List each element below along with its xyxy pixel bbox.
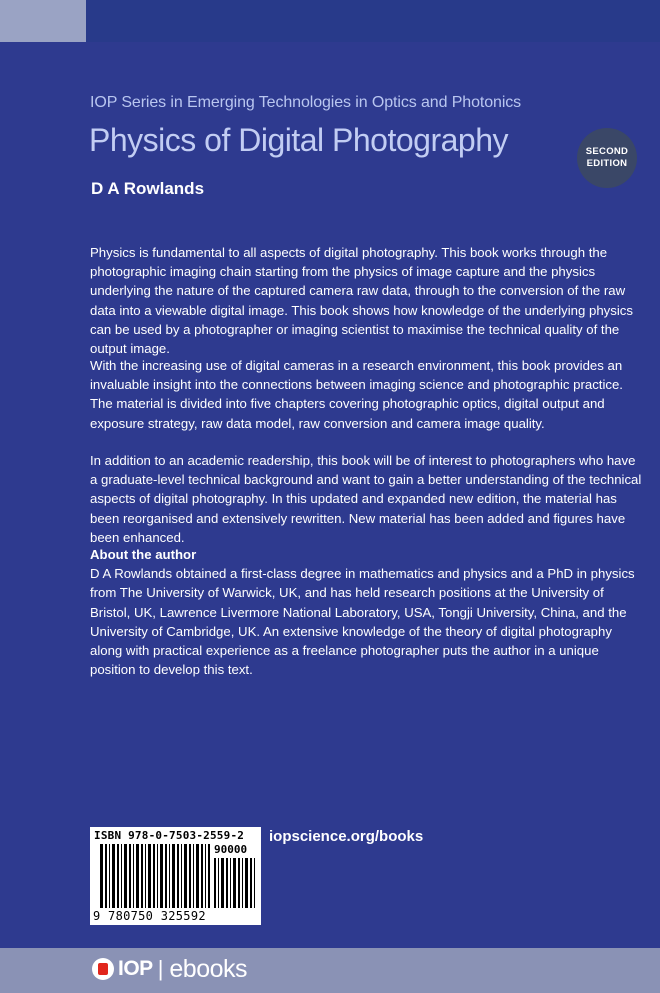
- barcode-bars: [100, 844, 210, 908]
- barcode-digits: 9 780750 325592: [93, 909, 206, 923]
- isbn-barcode: [90, 827, 261, 925]
- addon-barcode-bars: [214, 858, 256, 908]
- edition-badge: [577, 128, 637, 188]
- paragraph-text: Physics is fundamental to all aspects of digital photography. This book works through the photographic imaging chain starting from the physics of image capture and the physics underlying the nature of the captured camera raw data, through to the conversion of the raw data into a viewable digital image. This book shows how knowledge of the underlying physics can be used by a photographer or imaging scientist to maximise the technical quality of the output image.: [90, 245, 633, 357]
- paragraph-text: With the increasing use of digital cameras in a research environment, this book provides an invaluable insight into the connections between imaging science and photographic practice. The material is divided into five chapters covering photographic optics, digital output and exposure strategy, raw data model, raw conversion and camera image quality.: [90, 358, 623, 431]
- description-paragraph-1: [90, 243, 646, 358]
- top-bar: [0, 0, 660, 42]
- top-color-swatch: [0, 0, 86, 42]
- description-paragraph-3: [90, 451, 646, 547]
- price-code: 90000: [214, 843, 248, 856]
- logo-separator: |: [157, 956, 164, 981]
- about-author-heading: About the author: [90, 547, 197, 562]
- about-author-section: [90, 545, 646, 679]
- description-paragraph-2: [90, 356, 646, 433]
- logo-product: ebooks: [169, 954, 248, 983]
- isbn-number: ISBN 978-0-7503-2559-2: [94, 829, 245, 842]
- edition-line-2: EDITION: [586, 158, 628, 169]
- logo-brand: IOP: [118, 957, 153, 980]
- iop-ebooks-logo: [92, 953, 247, 985]
- series-name: IOP Series in Emerging Technologies in Optics and Photonics: [90, 94, 522, 111]
- website-link[interactable]: iopscience.org/books: [269, 828, 424, 845]
- author-name: D A Rowlands: [91, 179, 205, 198]
- iop-logo-icon: [92, 958, 114, 980]
- paragraph-text: In addition to an academic readership, this book will be of interest to photographers who have a graduate-level technical background and want to gain a better understanding of the technical aspects of digital photography. In this updated and expanded new edition, the material has been reorganised and extensively rewritten. New material has been added and figures have been enhanced.: [90, 453, 642, 545]
- about-author-text: D A Rowlands obtained a first-class degree in mathematics and physics and a PhD in physics from The University of Warwick, UK, and has held research positions at the University of Bristol, UK, Lawrence Livermore National Laboratory, USA, Tongji University, China, and the University of Cambridge, UK. An extensive knowledge of the theory of digital photography along with practical experience as a freelance photographer puts the author in a unique position to develop this text.: [90, 566, 635, 678]
- book-title: Physics of Digital Photography: [89, 122, 508, 158]
- edition-line-1: SECOND: [585, 146, 629, 157]
